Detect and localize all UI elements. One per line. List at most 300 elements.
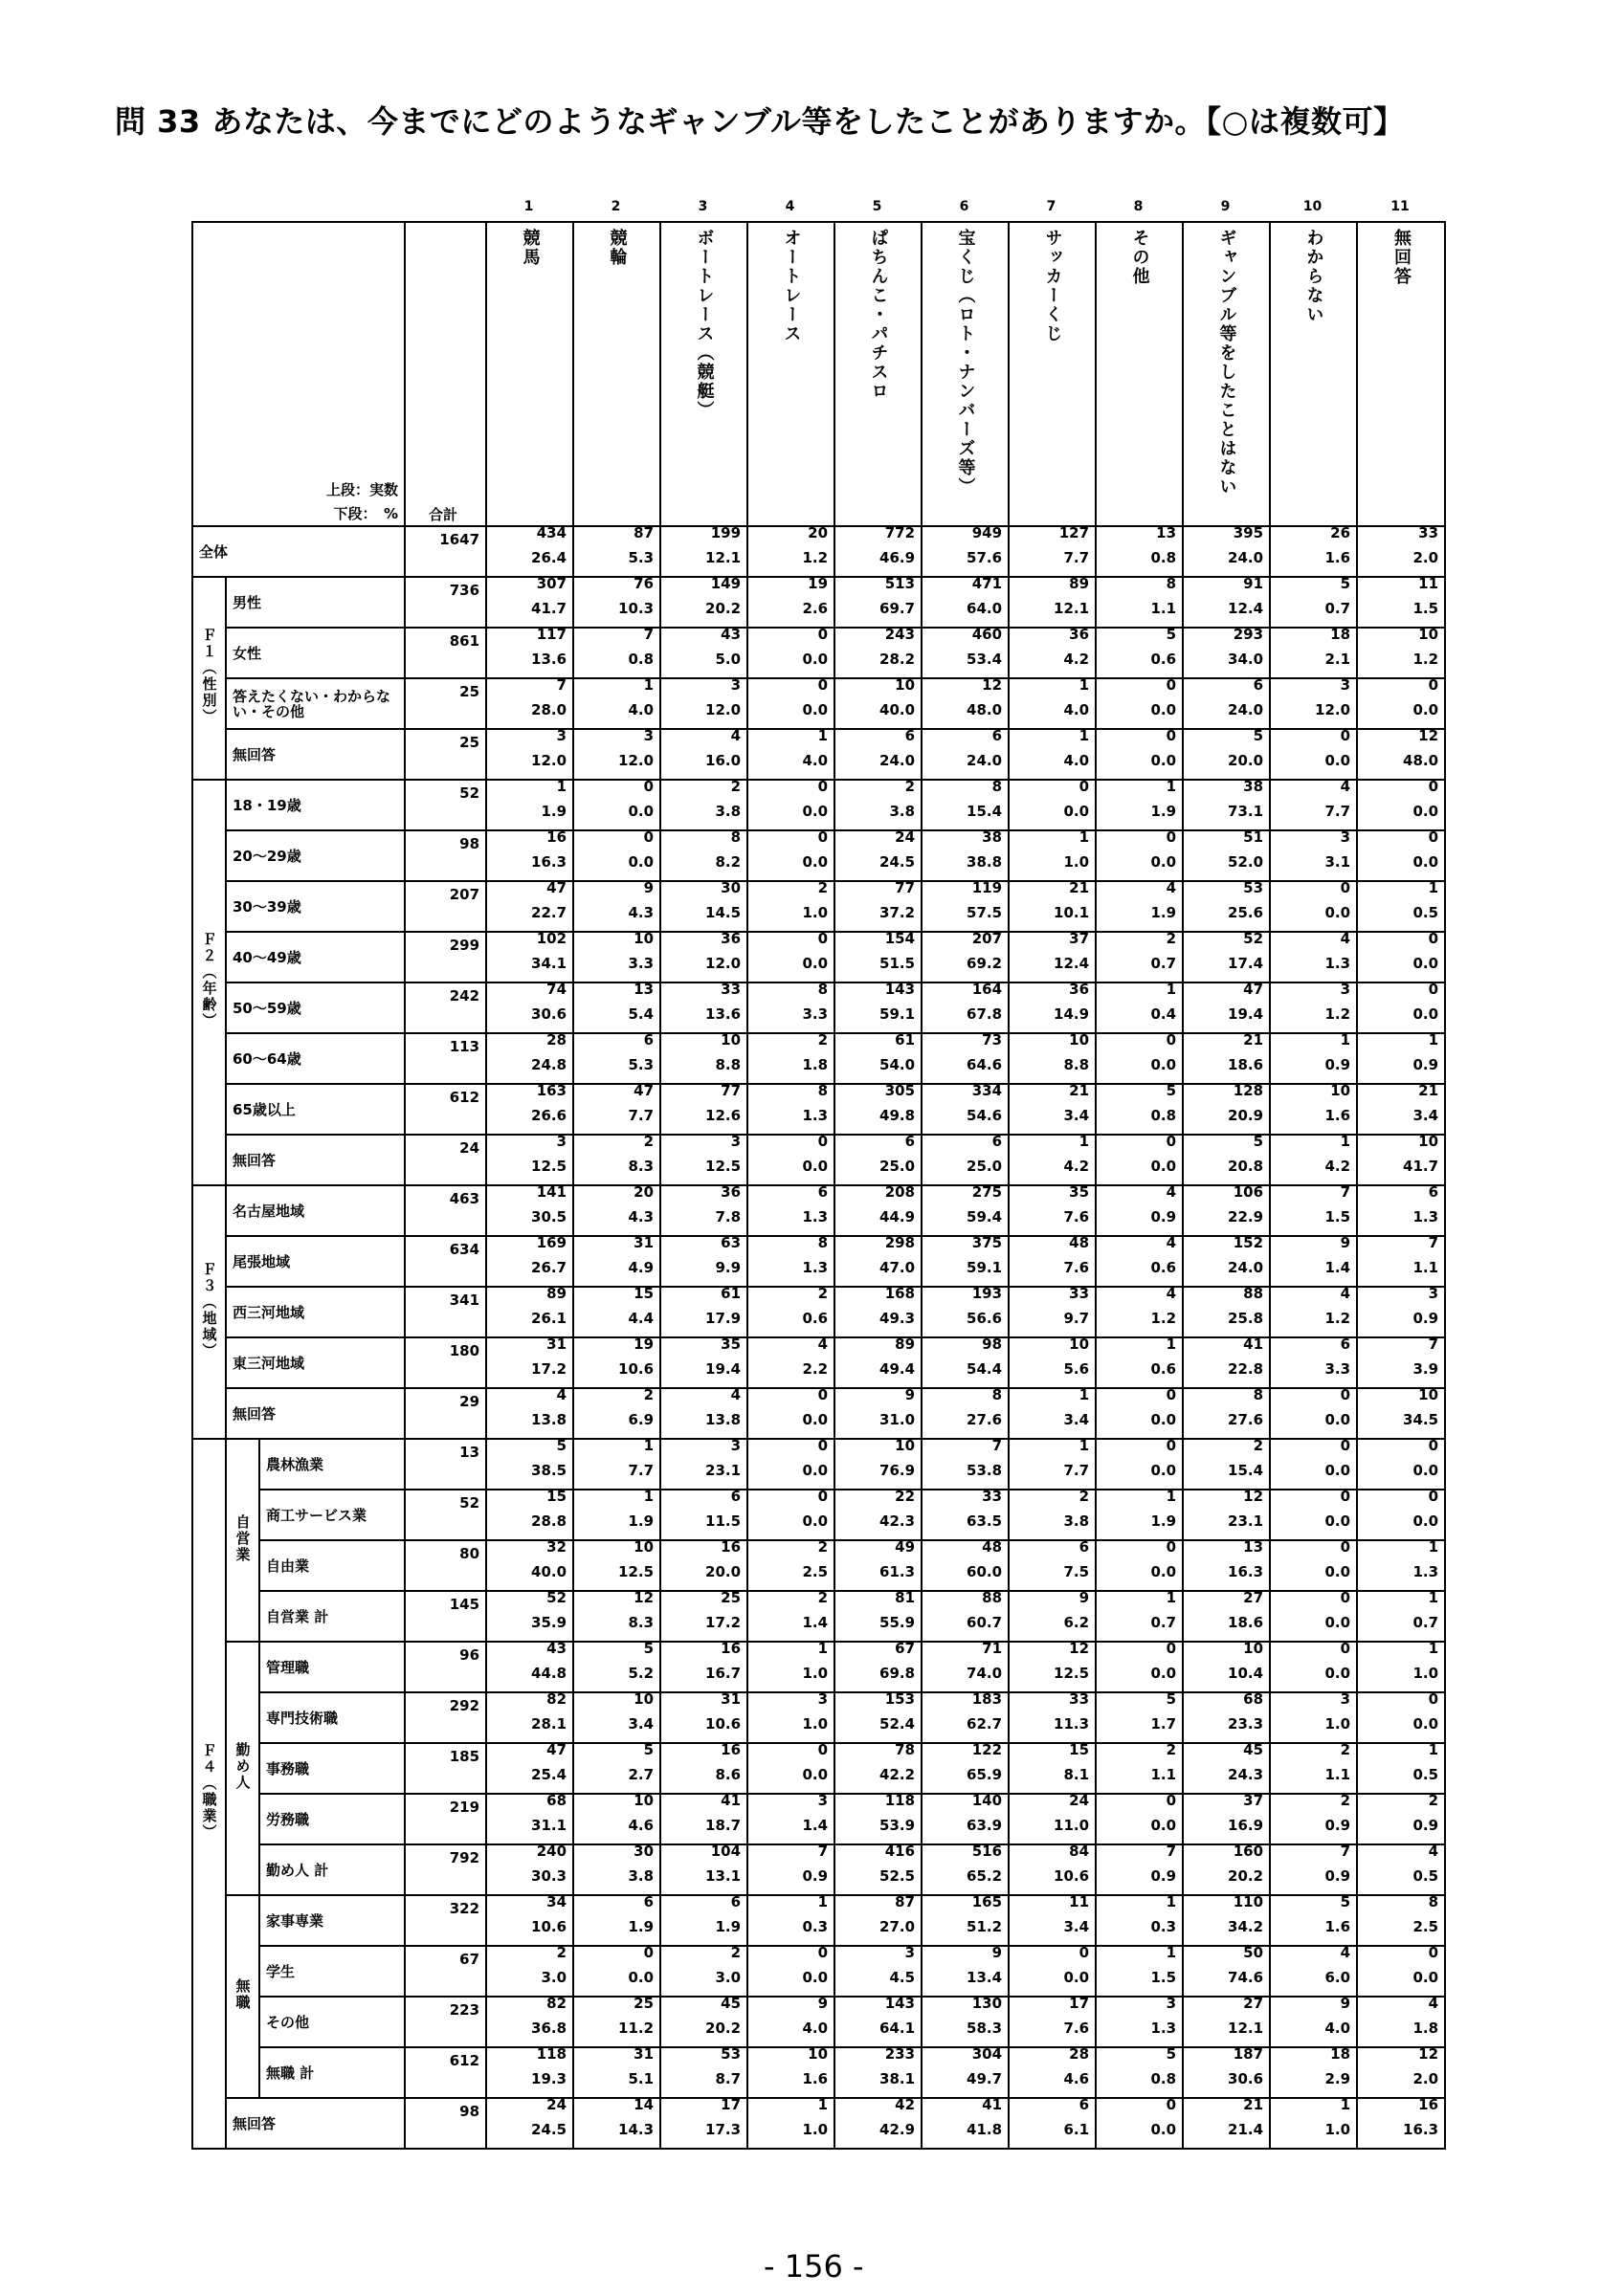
data-cell [1183,2044,1270,2098]
count-value: 37 [1069,929,1090,947]
percent-value: 0.7 [1150,954,1177,972]
count-value: 61 [895,1030,916,1049]
data-cell [1183,1639,1270,1692]
percent-value: 1.2 [1412,650,1439,668]
percent-value: 14.5 [705,903,742,921]
percent-value: 1.9 [715,1917,742,1935]
data-cell [747,2095,834,2149]
group-f4 [192,1439,226,2149]
data-cell [1096,1689,1183,1743]
data-cell [660,574,747,628]
percent-value: 37.2 [879,903,916,921]
percent-value: 0.0 [1063,1968,1090,1986]
data-cell [922,1284,1009,1337]
percent-value: 4.6 [628,1816,655,1834]
row-total [405,1490,486,1540]
data-cell [1183,726,1270,780]
count-value: 10 [1069,1335,1090,1353]
data-cell [1009,982,1096,1033]
count-value: 165 [971,1892,1003,1910]
data-cell [1183,2095,1270,2149]
data-cell [1270,1436,1357,1490]
percent-value: 1.3 [1324,954,1351,972]
data-cell [834,1740,922,1794]
percent-value: 16.3 [531,852,567,871]
percent-value: 0.0 [1150,1410,1177,1428]
column-header-label: ボートレース（競艇） [694,229,715,420]
data-cell [1183,878,1270,932]
percent-value: 0.8 [628,650,655,668]
data-cell [922,625,1009,678]
percent-value: 11.3 [1054,1714,1090,1733]
percent-value: 60.7 [967,1613,1003,1631]
table-row [192,1135,1445,1185]
data-cell [1183,1233,1270,1287]
percent-value: 4.6 [1063,2069,1090,2087]
row-label: 無回答 [226,1388,405,1439]
count-value: 8 [730,828,742,846]
percent-value: 1.6 [1324,548,1351,566]
count-value: 1 [1078,675,1090,694]
count-value: 293 [1233,625,1264,643]
count-value: 12 [1243,1487,1264,1505]
percent-value: 3.1 [1324,852,1351,871]
count-value: 104 [710,1842,742,1860]
percent-value: 0.7 [1412,1613,1439,1631]
percent-value: 8.6 [715,1765,742,1783]
data-cell [486,1132,573,1185]
percent-value: 25.6 [1228,903,1264,921]
count-value: 45 [721,1994,742,2012]
data-cell [660,1337,747,1388]
data-cell [1270,675,1357,729]
count-value: 10 [634,1791,655,1809]
count-value: 153 [884,1689,916,1708]
data-cell [1357,1537,1445,1591]
row-label: 自由業 [259,1540,405,1591]
count-value: 5 [1253,726,1264,744]
percent-value: 1.9 [628,1917,655,1935]
percent-value: 56.6 [967,1309,1003,1327]
percent-value: 59.4 [967,1207,1003,1225]
data-cell [660,1487,747,1540]
data-cell [1009,1994,1096,2047]
count-value: 12 [982,675,1003,694]
percent-value: 12.1 [705,548,742,566]
percent-value: 5.4 [628,1004,655,1023]
percent-value: 1.5 [1324,1207,1351,1225]
count-value: 416 [884,1842,916,1860]
data-cell [1009,1740,1096,1794]
count-value: 375 [971,1233,1003,1251]
percent-value: 19.3 [531,2069,567,2087]
count-value: 9 [1340,1233,1351,1251]
count-value: 16 [721,1537,742,1556]
percent-value: 49.3 [879,1309,916,1327]
percent-value: 1.4 [802,1816,829,1834]
count-value: 3 [730,1436,742,1454]
data-cell [1357,1284,1445,1337]
percent-value: 53.8 [967,1461,1003,1479]
count-value: 118 [884,1791,916,1809]
data-cell [573,1284,660,1337]
count-value: 9 [1340,1994,1351,2012]
row-label: 自営業 計 [259,1591,405,1642]
row-total [405,1895,486,1946]
count-value: 117 [536,625,567,643]
percent-value: 1.3 [1412,1207,1439,1225]
data-cell [486,777,573,830]
percent-value: 16.3 [1403,2120,1439,2138]
count-value: 37 [1243,1791,1264,1809]
data-cell [486,1182,573,1236]
data-cell [1183,625,1270,678]
percent-value: 0.0 [802,1512,829,1530]
data-cell [1357,1994,1445,2047]
count-value: 0 [1166,675,1177,694]
data-cell [1096,982,1183,1033]
row-label: 答えたくない・わからない・その他 [226,678,405,729]
count-value: 3 [730,675,742,694]
count-value: 24 [546,2095,567,2113]
count-value: 41 [1243,1335,1264,1353]
count-value: 1 [817,1892,829,1910]
data-cell [922,1081,1009,1135]
column-header-label: オートレース [781,229,802,343]
percent-value: 1.4 [1324,1258,1351,1276]
count-value: 5 [1253,1132,1264,1150]
percent-value: 49.8 [879,1106,916,1124]
data-cell [1009,1943,1096,1997]
data-cell [747,1537,834,1591]
data-cell [1357,1436,1445,1490]
percent-value: 20.2 [1228,1866,1264,1885]
count-value: 1 [1166,1487,1177,1505]
count-value: 1 [1428,1030,1439,1049]
table-row [192,729,1445,780]
data-cell [747,1182,834,1236]
row-total [405,1540,486,1591]
count-value: 141 [536,1182,567,1201]
count-value: 307 [536,574,567,592]
percent-value: 0.6 [1150,1359,1177,1378]
data-cell [573,1689,660,1743]
percent-value: 53.9 [879,1816,916,1834]
row-total [405,1692,486,1743]
data-cell [1357,1182,1445,1236]
percent-value: 12.4 [1228,599,1264,617]
percent-value: 52.5 [879,1866,916,1885]
count-value: 10 [1418,1132,1439,1150]
data-cell [1096,1943,1183,1997]
data-cell [1009,1233,1096,1287]
row-label: 女性 [226,628,405,678]
count-value: 13 [634,980,655,998]
count-value: 0 [817,1487,829,1505]
data-cell [834,830,922,881]
count-value: 3 [817,1791,829,1809]
percent-value: 64.1 [879,2019,916,2037]
count-value: 42 [895,2095,916,2113]
table-row [192,577,1445,628]
percent-value: 59.1 [879,1004,916,1023]
percent-value: 0.7 [1324,599,1351,617]
data-cell [1096,1791,1183,1844]
row-label: 無回答 [226,2098,405,2149]
count-value: 0 [1428,980,1439,998]
count-value: 6 [1428,1182,1439,1201]
count-value: 71 [982,1639,1003,1657]
count-value: 7 [643,625,655,643]
count-value: 1 [1078,1132,1090,1150]
data-cell [660,1689,747,1743]
data-cell [747,1740,834,1794]
percent-value: 1.9 [1150,903,1177,921]
percent-value: 14.9 [1054,1004,1090,1023]
data-cell [1183,1943,1270,1997]
percent-value: 2.9 [1324,2069,1351,2087]
percent-value: 9.9 [715,1258,742,1276]
count-value: 1 [1166,1892,1177,1910]
percent-value: 8.8 [1063,1055,1090,1073]
percent-value: 3.4 [1063,1917,1090,1935]
percent-value: 7.6 [1063,2019,1090,2037]
data-cell [747,574,834,628]
total-count: 322 [449,1899,480,1917]
data-cell [834,523,922,577]
percent-value: 3.3 [1324,1359,1351,1378]
percent-value: 1.0 [1324,2120,1351,2138]
count-value: 169 [536,1233,567,1251]
percent-value: 42.3 [879,1512,916,1530]
percent-value: 1.3 [1150,2019,1177,2037]
group-all: 全体 [192,526,405,577]
data-cell [1357,625,1445,678]
count-value: 31 [546,1335,567,1353]
percent-value: 2.0 [1412,2069,1439,2087]
percent-value: 0.0 [628,802,655,820]
column-header-label: 無回答 [1391,229,1412,286]
count-value: 1 [643,675,655,694]
data-cell [1357,1487,1445,1540]
data-cell [747,982,834,1033]
total-count: 299 [449,936,480,954]
data-cell [834,1639,922,1692]
percent-value: 1.9 [1150,1512,1177,1530]
count-value: 130 [971,1994,1003,2012]
data-cell [486,1436,573,1490]
count-value: 63 [721,1233,742,1251]
count-value: 6 [643,1030,655,1049]
count-value: 0 [1340,1537,1351,1556]
data-cell [834,982,922,1033]
percent-value: 3.8 [1063,1512,1090,1530]
count-value: 110 [1233,1892,1264,1910]
count-value: 1 [556,777,567,795]
count-value: 4 [730,1385,742,1403]
percent-value: 3.3 [802,1004,829,1023]
count-value: 1 [1166,777,1177,795]
count-value: 12 [634,1588,655,1606]
data-cell [1357,830,1445,881]
count-value: 0 [1428,675,1439,694]
percent-value: 38.8 [967,852,1003,871]
percent-value: 67.8 [967,1004,1003,1023]
row-total [405,932,486,982]
count-value: 82 [546,1994,567,2012]
data-cell [1270,1689,1357,1743]
count-value: 4 [1428,1994,1439,2012]
count-value: 0 [643,1943,655,1961]
data-cell [747,1132,834,1185]
table-row [192,1692,1445,1743]
group-label: Ｆ４（職業） [200,1743,218,1841]
total-count: 96 [459,1645,480,1664]
data-cell [1096,1385,1183,1439]
count-value: 7 [1428,1335,1439,1353]
count-value: 33 [1069,1284,1090,1302]
total-label: 合計 [429,506,458,523]
data-cell [747,1844,834,1895]
percent-value: 5.3 [628,1055,655,1073]
count-value: 0 [1340,1588,1351,1606]
count-value: 13 [1243,1537,1264,1556]
column-header-label: ぱちんこ・パチスロ [868,229,889,401]
data-cell [1183,1487,1270,1540]
percent-value: 4.0 [1324,2019,1351,2037]
data-cell [1096,1994,1183,2047]
percent-value: 3.4 [1063,1410,1090,1428]
count-value: 17 [721,2095,742,2113]
data-cell [573,777,660,830]
percent-value: 0.0 [1150,1664,1177,1682]
count-value: 10 [808,2044,829,2063]
data-cell [573,1233,660,1287]
data-cell [573,1537,660,1591]
count-value: 3 [730,1132,742,1150]
data-cell [486,929,573,982]
percent-value: 24.0 [1228,1258,1264,1276]
count-value: 6 [991,1132,1003,1150]
data-cell [747,1337,834,1388]
data-cell [922,2095,1009,2149]
count-value: 6 [1340,1335,1351,1353]
data-cell [573,1487,660,1540]
data-cell [1357,1740,1445,1794]
row-total [405,1844,486,1895]
count-value: 47 [1243,980,1264,998]
data-cell [1183,1132,1270,1185]
data-cell [922,1182,1009,1236]
data-cell [660,1588,747,1642]
count-value: 27 [1243,1588,1264,1606]
row-label: その他 [259,1997,405,2047]
percent-value: 3.0 [541,1968,567,1986]
percent-value: 0.0 [802,650,829,668]
count-value: 4 [1428,1842,1439,1860]
group-label: 無職 [233,1978,252,2011]
data-cell [1096,675,1183,729]
percent-value: 12.1 [1054,599,1090,617]
count-value: 152 [1233,1233,1264,1251]
data-cell [1009,777,1096,830]
count-value: 47 [634,1081,655,1099]
data-cell [1270,1284,1357,1337]
count-value: 1 [1166,980,1177,998]
total-count: 223 [449,2000,480,2019]
count-value: 2 [817,1588,829,1606]
data-cell [660,1537,747,1591]
count-value: 9 [904,1385,916,1403]
count-value: 10 [634,1689,655,1708]
count-value: 1 [1428,1537,1439,1556]
data-cell [486,1588,573,1642]
percent-value: 10.3 [618,599,655,617]
data-cell [747,625,834,678]
count-value: 2 [1340,1791,1351,1809]
count-value: 7 [1340,1842,1351,1860]
data-cell [1009,1791,1096,1844]
percent-value: 46.9 [879,548,916,566]
percent-value: 4.3 [628,1207,655,1225]
percent-value: 10.6 [1054,1866,1090,1885]
count-value: 10 [895,1436,916,1454]
percent-value: 0.9 [1324,1866,1351,1885]
percent-value: 42.2 [879,1765,916,1783]
data-cell [1096,1233,1183,1287]
count-value: 7 [1428,1233,1439,1251]
count-value: 1 [1078,828,1090,846]
count-value: 52 [546,1588,567,1606]
count-value: 143 [884,980,916,998]
percent-value: 7.7 [1324,802,1351,820]
count-value: 12 [1418,2044,1439,2063]
data-cell [486,1943,573,1997]
row-total [405,1388,486,1439]
count-value: 8 [1166,574,1177,592]
percent-value: 26.7 [531,1258,567,1276]
data-cell [486,1487,573,1540]
data-cell [486,726,573,780]
data-cell [1183,1284,1270,1337]
data-cell [486,1689,573,1743]
percent-value: 0.0 [1324,751,1351,769]
percent-value: 8.3 [628,1157,655,1175]
count-value: 10 [1418,625,1439,643]
row-total [405,830,486,881]
count-value: 7 [991,1436,1003,1454]
count-value: 10 [1243,1639,1264,1657]
percent-value: 0.8 [1150,2069,1177,2087]
count-value: 52 [1243,929,1264,947]
count-value: 0 [1428,1436,1439,1454]
data-cell [1357,1385,1445,1439]
data-cell [1270,1487,1357,1540]
data-cell [486,878,573,932]
row-label: 商工サービス業 [259,1490,405,1540]
percent-value: 1.6 [802,2069,829,2087]
column-header-label: 競馬 [520,229,541,267]
count-value: 0 [643,828,655,846]
count-value: 7 [556,675,567,694]
percent-value: 40.0 [879,700,916,718]
percent-value: 1.0 [802,1664,829,1682]
data-cell [1009,1487,1096,1540]
data-cell [1096,929,1183,982]
count-value: 1 [1166,1335,1177,1353]
total-count: 98 [459,2102,480,2120]
count-value: 207 [971,929,1003,947]
